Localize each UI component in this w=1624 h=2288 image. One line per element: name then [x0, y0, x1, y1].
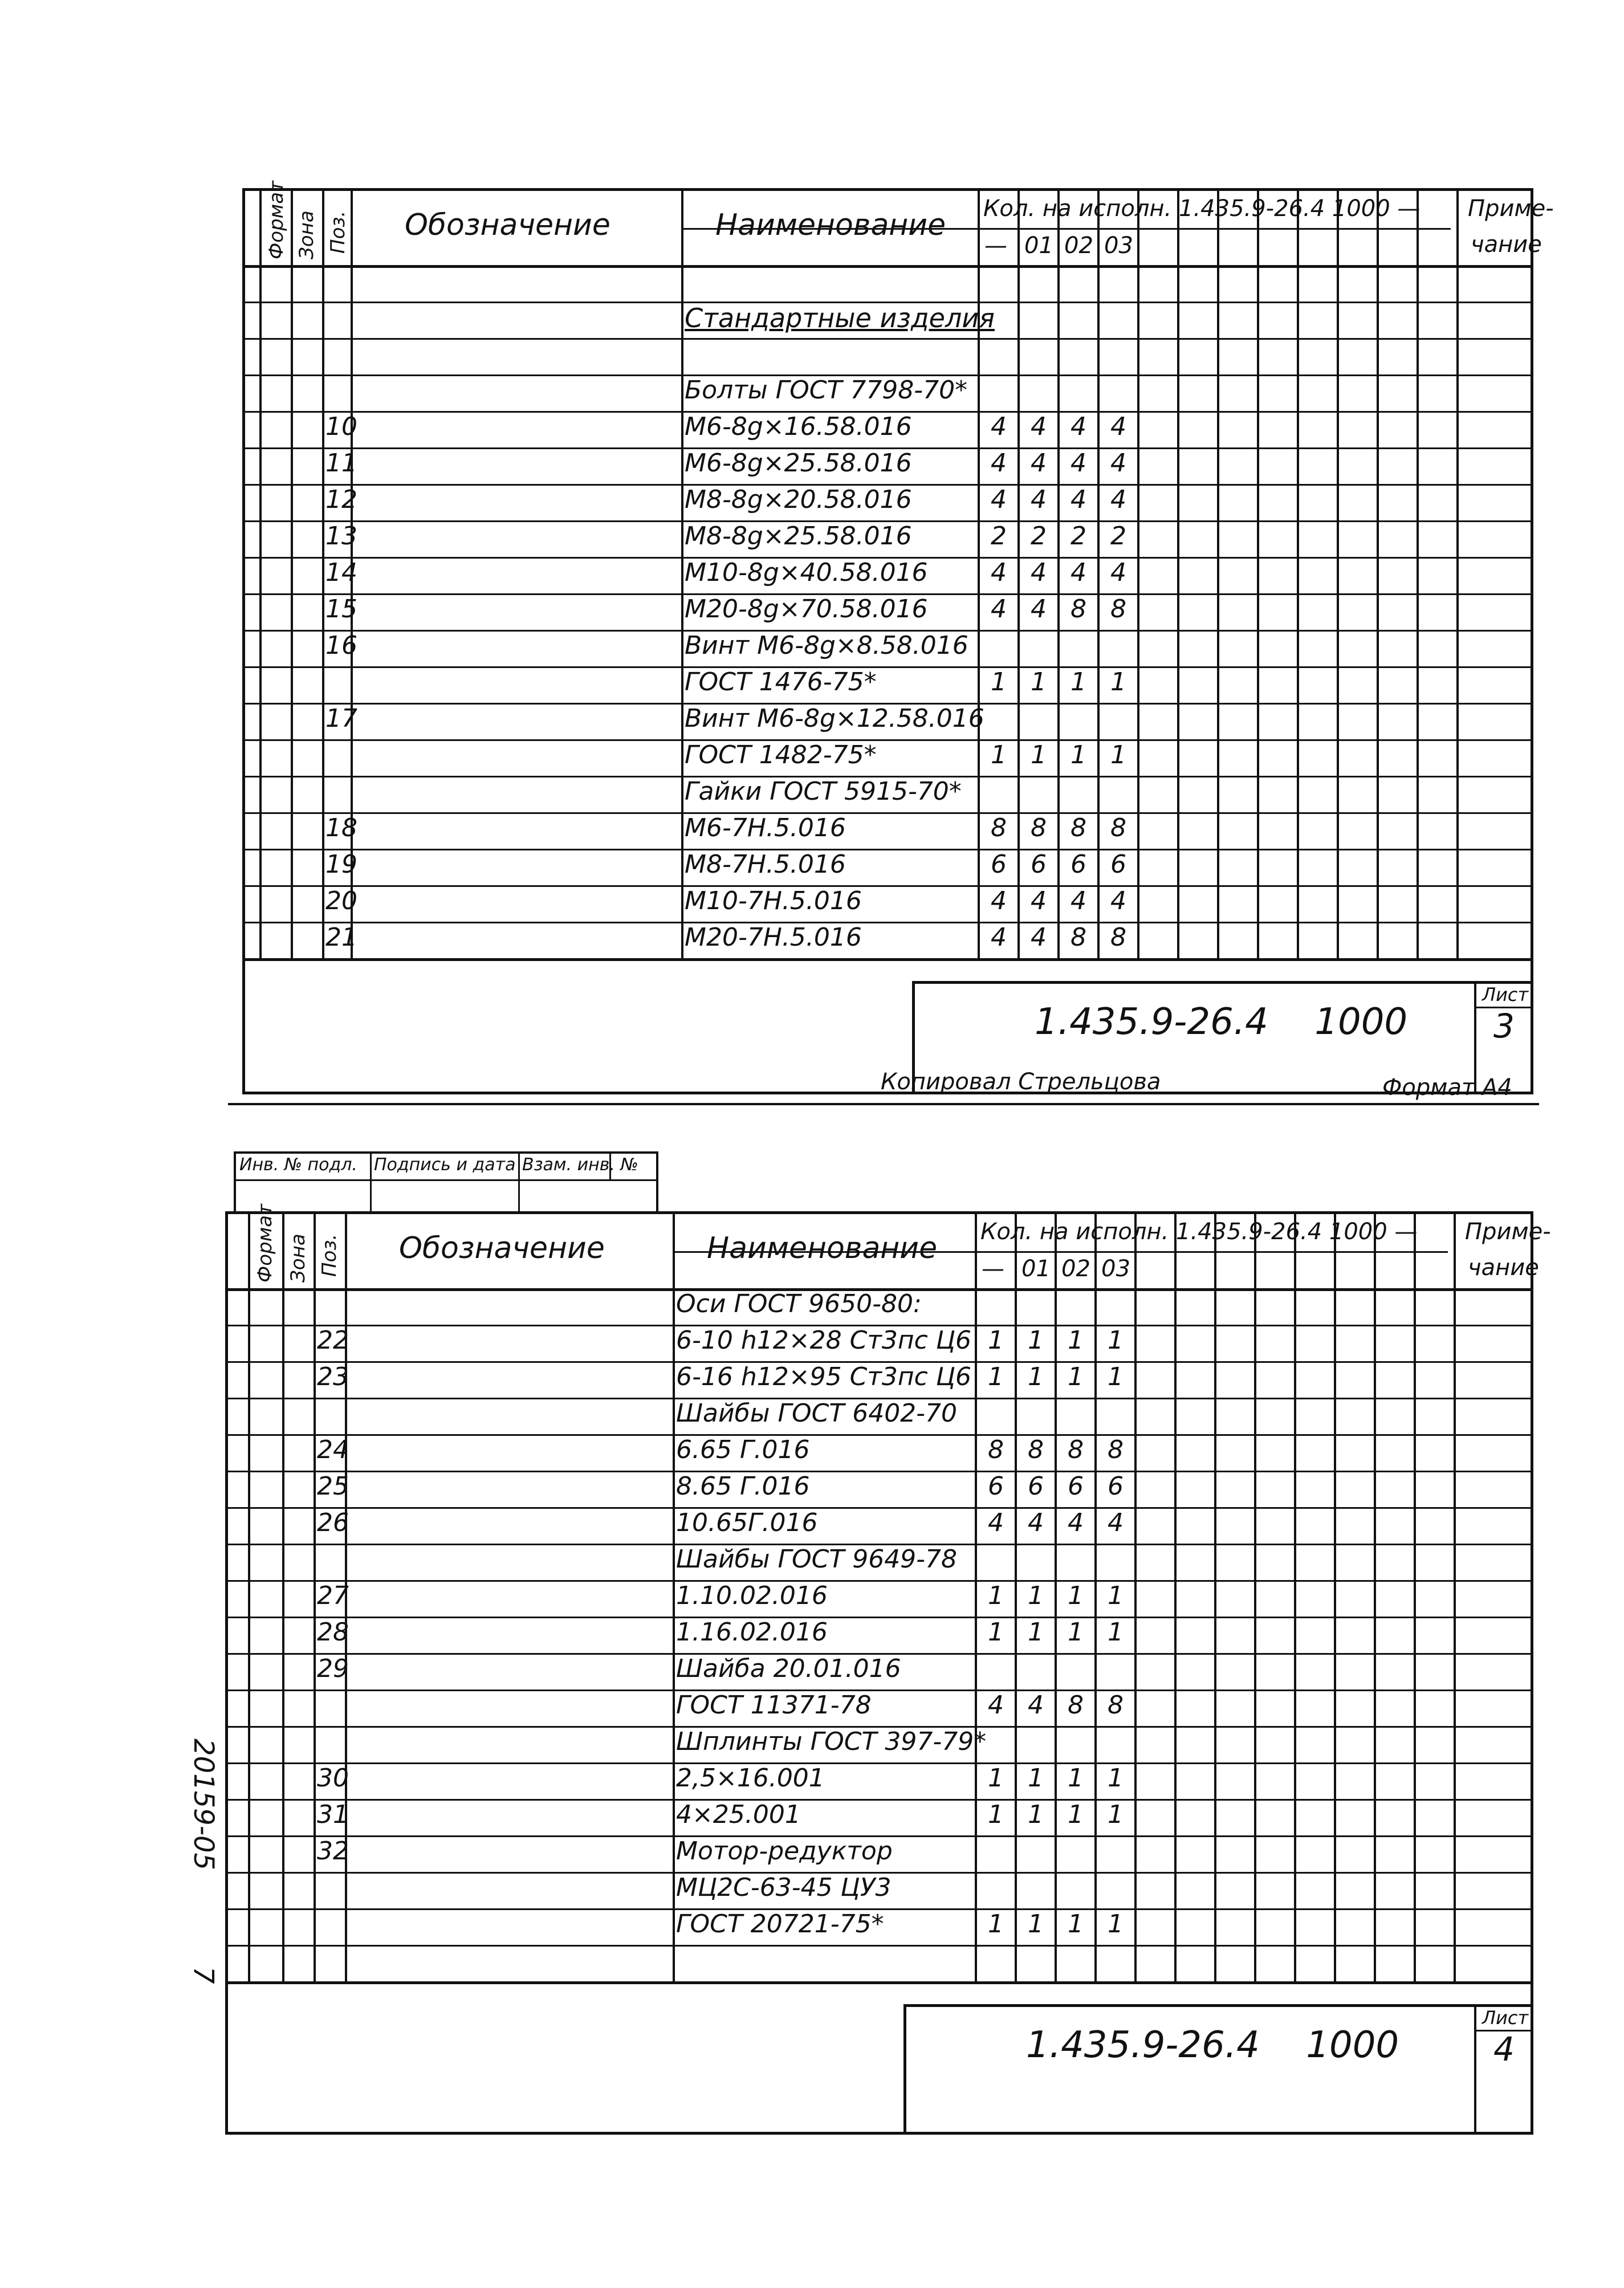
row-name: ГОСТ 11371-78: [676, 1691, 872, 1720]
row-name: Гайки ГОСТ 5915-70*: [685, 777, 962, 806]
row-quantity: 4: [1110, 485, 1126, 514]
sheet-number-box: [1474, 2007, 1531, 2132]
stamp-box: [234, 1151, 658, 1214]
row-position: 28: [317, 1618, 349, 1647]
row-quantity: 8: [988, 1435, 1004, 1464]
row-quantity: 4: [1031, 449, 1047, 478]
header-format: Формат: [265, 181, 288, 259]
row-quantity: 1: [1028, 1764, 1044, 1793]
header-format: Формат: [254, 1204, 276, 1283]
row-quantity: 4: [1031, 886, 1047, 915]
row-name: Шайба 20.01.016: [676, 1654, 901, 1683]
row-position: 20: [325, 886, 357, 915]
row-quantity: 4: [988, 1508, 1004, 1537]
row-name: ГОСТ 20721-75*: [676, 1910, 884, 1939]
row-position: 10: [325, 412, 357, 441]
document-code: 1.435.9-26.4 1000: [1035, 1001, 1408, 1043]
header-designation: Обозначение: [405, 208, 610, 242]
row-position: 14: [325, 558, 357, 587]
row-position: 32: [317, 1837, 349, 1866]
row-quantity: 4: [1110, 449, 1126, 478]
row-position: 23: [317, 1362, 349, 1391]
column-rule: [1294, 1214, 1296, 1981]
row-rule: [245, 885, 1531, 887]
row-name: М6-8g×16.58.016: [685, 412, 912, 441]
row-quantity: 4: [1031, 595, 1047, 624]
row-quantity: 1: [988, 1581, 1004, 1610]
row-quantity: 1: [1028, 1581, 1044, 1610]
column-rule: [1334, 1214, 1336, 1981]
row-quantity: 8: [1071, 923, 1086, 952]
row-quantity: 2: [1110, 522, 1126, 551]
row-name: Стандартные изделия: [685, 303, 995, 333]
row-quantity: 4: [1071, 449, 1086, 478]
header-zone: Зона: [295, 210, 318, 259]
row-name: 10.65Г.016: [676, 1508, 818, 1537]
row-quantity: 4: [1071, 485, 1086, 514]
row-quantity: 8: [1068, 1691, 1084, 1720]
stamp-sign: Подпись и дата: [374, 1155, 516, 1175]
row-quantity: 1: [1028, 1326, 1044, 1355]
column-rule: [1254, 1214, 1256, 1981]
row-rule: [228, 1434, 1531, 1436]
row-quantity: 4: [991, 412, 1007, 441]
row-quantity: 4: [988, 1691, 1004, 1720]
header-name-text: Наименование: [715, 208, 946, 242]
copied-by: Копировал Стрельцова: [881, 1069, 1161, 1095]
row-name: М8-7Н.5.016: [685, 850, 846, 879]
row-rule: [228, 1580, 1531, 1582]
sheet-label: Лист: [1482, 2007, 1529, 2029]
row-quantity: 8: [1071, 595, 1086, 624]
row-name: М20-8g×70.58.016: [685, 595, 928, 624]
row-quantity: 8: [1110, 923, 1126, 952]
row-rule: [245, 666, 1531, 668]
row-quantity: 1: [988, 1618, 1004, 1647]
format-label: Формат А4: [1382, 1074, 1512, 1101]
row-name: Болты ГОСТ 7798-70*: [685, 376, 968, 405]
header-note-2: чание: [1468, 1255, 1539, 1281]
variant-0: —: [982, 1256, 1004, 1282]
row-position: 26: [317, 1508, 349, 1537]
spec-table-2: [225, 1204, 1551, 2135]
row-name: 2,5×16.001: [676, 1764, 825, 1793]
row-quantity: 6: [988, 1472, 1004, 1501]
column-rule: [1214, 1214, 1216, 1981]
header-designation: Обозначение: [399, 1231, 605, 1265]
row-name: М8-8g×25.58.016: [685, 522, 912, 551]
row-quantity: 4: [1110, 886, 1126, 915]
row-quantity: 4: [1068, 1508, 1084, 1537]
sheet-label: Лист: [1482, 984, 1529, 1005]
row-rule: [228, 1981, 1531, 1984]
row-quantity: 1: [1110, 740, 1126, 770]
row-quantity: 1: [1110, 667, 1126, 697]
row-rule: [245, 958, 1531, 961]
row-quantity: 1: [1068, 1800, 1084, 1829]
header-note-2: чание: [1471, 231, 1542, 258]
row-quantity: 1: [991, 667, 1007, 697]
row-rule: [228, 1507, 1531, 1509]
side-note-page: 7: [188, 1967, 219, 1984]
row-quantity: 8: [1108, 1691, 1124, 1720]
row-position: 13: [325, 522, 357, 551]
row-quantity: 1: [991, 740, 1007, 770]
row-quantity: 1: [1068, 1326, 1084, 1355]
row-name: ГОСТ 1476-75*: [685, 667, 877, 697]
row-name: Оси ГОСТ 9650-80:: [676, 1289, 922, 1318]
row-name: 4×25.001: [676, 1800, 801, 1829]
row-quantity: 8: [991, 813, 1007, 842]
header-rule: [245, 265, 1531, 268]
header-zone: Зона: [287, 1233, 310, 1283]
column-rule: [681, 191, 683, 958]
row-position: 21: [325, 923, 357, 952]
variant-2: 02: [1064, 233, 1093, 259]
row-name: М20-7Н.5.016: [685, 923, 862, 952]
stamp-inv: Инв. № подл.: [239, 1155, 357, 1175]
row-quantity: 4: [991, 923, 1007, 952]
variant-0: —: [984, 233, 1007, 259]
row-quantity: 1: [1068, 1910, 1084, 1939]
row-quantity: 4: [1031, 412, 1047, 441]
row-quantity: 1: [1108, 1800, 1124, 1829]
header-pos: Поз.: [318, 1233, 341, 1277]
row-rule: [228, 1689, 1531, 1691]
header-note-1: Приме-: [1468, 196, 1554, 222]
row-quantity: 8: [1031, 813, 1047, 842]
row-quantity: 4: [1108, 1508, 1124, 1537]
row-name: ГОСТ 1482-75*: [685, 740, 877, 770]
row-quantity: 1: [988, 1764, 1004, 1793]
row-name: М10-8g×40.58.016: [685, 558, 928, 587]
row-name: МЦ2С-63-45 ЦУ3: [676, 1873, 892, 1902]
row-quantity: 1: [1068, 1362, 1084, 1391]
row-name: 8.65 Г.016: [676, 1472, 810, 1501]
column-rule: [1414, 1214, 1416, 1981]
row-quantity: 1: [988, 1910, 1004, 1939]
row-position: 19: [325, 850, 357, 879]
row-quantity: 1: [1028, 1618, 1044, 1647]
row-quantity: 1: [1031, 740, 1047, 770]
row-name: Шайбы ГОСТ 6402-70: [676, 1399, 958, 1428]
row-quantity: 8: [1071, 813, 1086, 842]
column-rule: [314, 1214, 316, 1981]
row-position: 24: [317, 1435, 349, 1464]
side-note: [185, 1739, 254, 2138]
row-rule: [245, 739, 1531, 741]
column-rule: [259, 191, 262, 958]
header-qty: Кол. на исполн. 1.435.9-26.4 1000 —: [983, 196, 1421, 222]
row-name: Мотор-редуктор: [676, 1837, 893, 1866]
row-quantity: 1: [1068, 1581, 1084, 1610]
row-rule: [228, 1471, 1531, 1472]
row-rule: [228, 1945, 1531, 1947]
row-position: 27: [317, 1581, 349, 1610]
column-rule: [1374, 1214, 1376, 1981]
row-name: Шплинты ГОСТ 397-79*: [676, 1727, 987, 1756]
row-name: М8-8g×20.58.016: [685, 485, 912, 514]
row-position: 15: [325, 595, 357, 624]
row-quantity: 4: [991, 485, 1007, 514]
row-position: 25: [317, 1472, 349, 1501]
column-rule: [1456, 191, 1459, 958]
row-position: 17: [325, 704, 357, 733]
row-quantity: 6: [1071, 850, 1086, 879]
column-rule: [1417, 191, 1419, 958]
row-quantity: 4: [1071, 412, 1086, 441]
row-position: 18: [325, 813, 357, 842]
header-name-text: Наименование: [707, 1231, 938, 1265]
row-quantity: 1: [1028, 1910, 1044, 1939]
column-rule: [1454, 1214, 1456, 1981]
row-quantity: 1: [1108, 1910, 1124, 1939]
row-quantity: 1: [1068, 1618, 1084, 1647]
row-quantity: 4: [1028, 1508, 1044, 1537]
row-quantity: 4: [1031, 485, 1047, 514]
row-quantity: 1: [988, 1362, 1004, 1391]
row-position: 11: [325, 449, 357, 478]
header-note-1: Приме-: [1465, 1219, 1551, 1245]
row-quantity: 1: [1068, 1764, 1084, 1793]
row-name: Винт М6-8g×8.58.016: [685, 631, 968, 660]
row-quantity: 8: [1110, 595, 1126, 624]
spec-table-1: [242, 181, 1554, 1094]
row-quantity: 6: [1068, 1472, 1084, 1501]
row-position: 31: [317, 1800, 349, 1829]
row-quantity: 1: [1108, 1618, 1124, 1647]
row-position: 16: [325, 631, 357, 660]
header-qty: Кол. на исполн. 1.435.9-26.4 1000 —: [980, 1219, 1418, 1245]
row-name: Шайбы ГОСТ 9649-78: [676, 1545, 958, 1574]
row-rule: [228, 1799, 1531, 1801]
row-quantity: 1: [1108, 1764, 1124, 1793]
column-rule: [322, 191, 324, 958]
row-name: 6-16 h12×95 Ст3пс Ц6: [676, 1362, 972, 1391]
row-quantity: 4: [991, 595, 1007, 624]
variant-3: 03: [1101, 1256, 1130, 1282]
row-rule: [245, 922, 1531, 923]
variant-1: 01: [1024, 233, 1053, 259]
row-quantity: 4: [1071, 886, 1086, 915]
variant-1: 01: [1021, 1256, 1051, 1282]
row-quantity: 8: [1108, 1435, 1124, 1464]
row-rule: [245, 849, 1531, 850]
column-rule: [282, 1214, 284, 1981]
row-quantity: 4: [991, 886, 1007, 915]
row-quantity: 8: [1028, 1435, 1044, 1464]
row-quantity: 8: [1068, 1435, 1084, 1464]
row-quantity: 6: [1108, 1472, 1124, 1501]
row-name: 6-10 h12×28 Ст3пс Ц6: [676, 1326, 972, 1355]
row-position: 30: [317, 1764, 349, 1793]
header-pos: Поз.: [327, 210, 349, 254]
row-quantity: 4: [1110, 558, 1126, 587]
row-quantity: 2: [1031, 522, 1047, 551]
row-rule: [228, 1617, 1531, 1618]
sheet-number: 3: [1493, 1007, 1515, 1045]
column-rule: [1377, 191, 1379, 958]
document-code: 1.435.9-26.4 1000: [1026, 2024, 1399, 2066]
row-name: М6-8g×25.58.016: [685, 449, 912, 478]
variant-2: 02: [1061, 1256, 1090, 1282]
row-quantity: 1: [988, 1326, 1004, 1355]
row-quantity: 1: [1108, 1581, 1124, 1610]
row-position: 22: [317, 1326, 349, 1355]
title-block: [903, 2004, 1533, 2135]
row-rule: [245, 338, 1531, 340]
row-quantity: 1: [1028, 1800, 1044, 1829]
column-rule: [1217, 191, 1219, 958]
row-name: М10-7Н.5.016: [685, 886, 862, 915]
row-rule: [228, 1762, 1531, 1764]
row-quantity: 1: [1071, 740, 1086, 770]
row-name: Винт М6-8g×12.58.016: [685, 704, 984, 733]
row-quantity: 4: [991, 449, 1007, 478]
row-rule: [245, 812, 1531, 814]
column-rule: [673, 1214, 675, 1981]
variant-3: 03: [1104, 233, 1133, 259]
column-rule: [1337, 191, 1339, 958]
row-quantity: 6: [1028, 1472, 1044, 1501]
row-quantity: 1: [1108, 1326, 1124, 1355]
row-quantity: 1: [1108, 1362, 1124, 1391]
column-rule: [291, 191, 293, 958]
column-rule: [1174, 1214, 1177, 1981]
row-quantity: 2: [991, 522, 1007, 551]
row-name: 1.16.02.016: [676, 1618, 828, 1647]
row-quantity: 1: [988, 1800, 1004, 1829]
row-name: М6-7Н.5.016: [685, 813, 846, 842]
row-quantity: 6: [1110, 850, 1126, 879]
row-name: 1.10.02.016: [676, 1581, 828, 1610]
row-quantity: 4: [1110, 412, 1126, 441]
column-rule: [1177, 191, 1179, 958]
row-position: 29: [317, 1654, 349, 1683]
row-quantity: 4: [1031, 923, 1047, 952]
sheet-number: 4: [1493, 2030, 1515, 2069]
row-quantity: 6: [991, 850, 1007, 879]
stamp-replace: Взам. инв. №: [522, 1155, 638, 1175]
side-note-number: 20159-05: [188, 1739, 219, 1871]
row-quantity: 1: [1028, 1362, 1044, 1391]
row-quantity: 1: [1031, 667, 1047, 697]
row-quantity: 2: [1071, 522, 1086, 551]
row-quantity: 8: [1110, 813, 1126, 842]
row-position: 12: [325, 485, 357, 514]
row-name: 6.65 Г.016: [676, 1435, 810, 1464]
row-quantity: 4: [1071, 558, 1086, 587]
row-quantity: 4: [1028, 1691, 1044, 1720]
row-quantity: 4: [991, 558, 1007, 587]
row-quantity: 6: [1031, 850, 1047, 879]
row-quantity: 4: [1031, 558, 1047, 587]
row-quantity: 1: [1071, 667, 1086, 697]
column-rule: [1257, 191, 1259, 958]
column-rule: [1297, 191, 1299, 958]
